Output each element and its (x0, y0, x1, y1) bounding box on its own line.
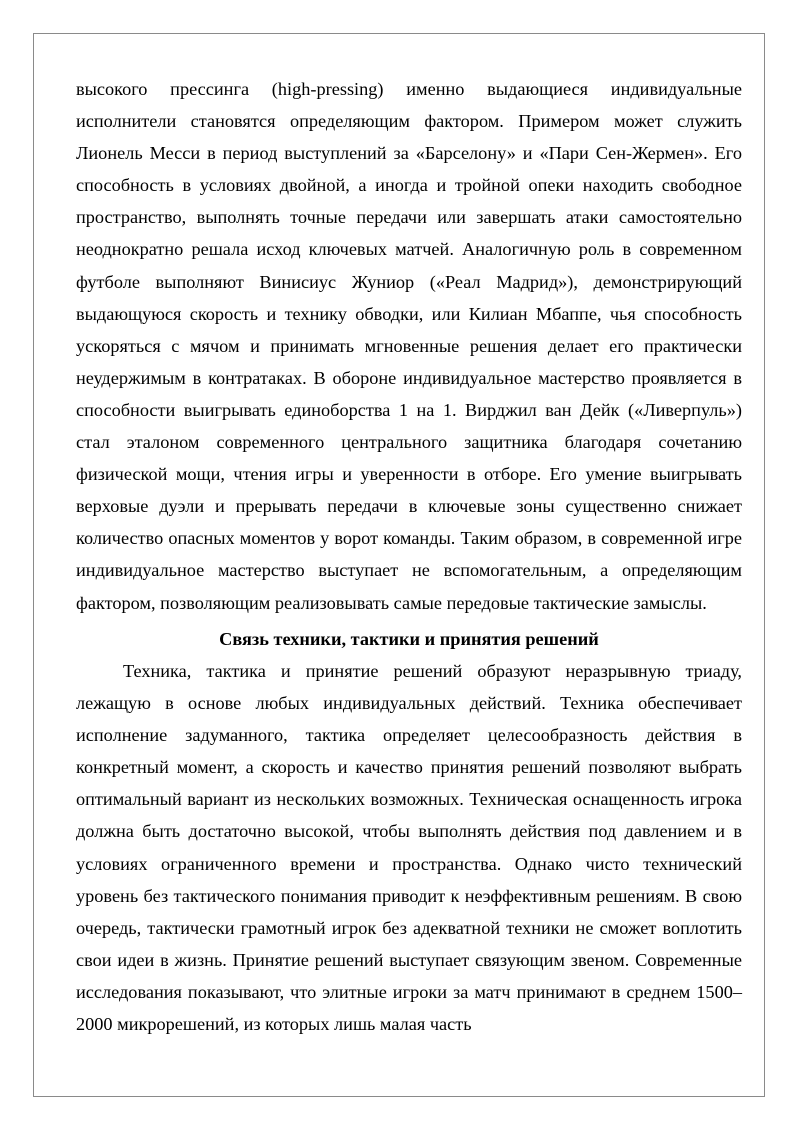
section-heading: Связь техники, тактики и принятия решений (219, 629, 599, 649)
body-paragraph-1: высокого прессинга (high-pressing) именно выдающиеся индивидуальные исполнители становятся определяющим фактором. Примером может служить Лионель Месси в период выступлений за «Барселону» и «Пари Сен-Жермен». Его способность в условиях двойной, а иногда и тройной опеки находить свободное пространство, выполнять точные передачи или завершать атаки самостоятельно неоднократно решала исход ключевых матчей. Аналогичную роль в современном футболе выполняют Винисиус Жуниор («Реал Мадрид»), демонстрирующий выдающуюся скорость и технику обводки, или Килиан Мбаппе, чья способность ускоряться с мячом и принимать мгновенные решения делает его практически неудержимым в контратаках. В обороне индивидуальное мастерство проявляется в способности выигрывать единоборства 1 на 1. Вирджил ван Дейк («Ливерпуль») стал эталоном современного центрального защитника благодаря сочетанию физической мощи, чтения игры и уверенности в отборе. Его умение выигрывать верховые дуэли и прерывать передачи в ключевые зоны существенно снижает количество опасных моментов у ворот команды. Таким образом, в современной игре индивидуальное мастерство выступает не вспомогательным, а определяющим фактором, позволяющим реализовывать самые передовые тактические замыслы. (76, 79, 742, 613)
body-paragraph-2: Техника, тактика и принятие решений образуют неразрывную триаду, лежащую в основе любых индивидуальных действий. Техника обеспечивает исполнение задуманного, тактика определяет целесообразность действия в конкретный момент, а скорость и качество принятия решений позволяют выбрать оптимальный вариант из нескольких возможных. Техническая оснащенность игрока должна быть достаточно высокой, чтобы выполнять действия под давлением и в условиях ограниченного времени и пространства. Однако чисто технический уровень без тактического понимания приводит к неэффективным решениям. В свою очередь, тактически грамотный игрок без адекватной техники не сможет воплотить свои идеи в жизнь. Принятие решений выступает связующим звеном. Современные исследования показывают, что элитные игроки за матч принимают в среднем 1500–2000 микрорешений, из которых лишь малая часть (76, 661, 742, 1035)
